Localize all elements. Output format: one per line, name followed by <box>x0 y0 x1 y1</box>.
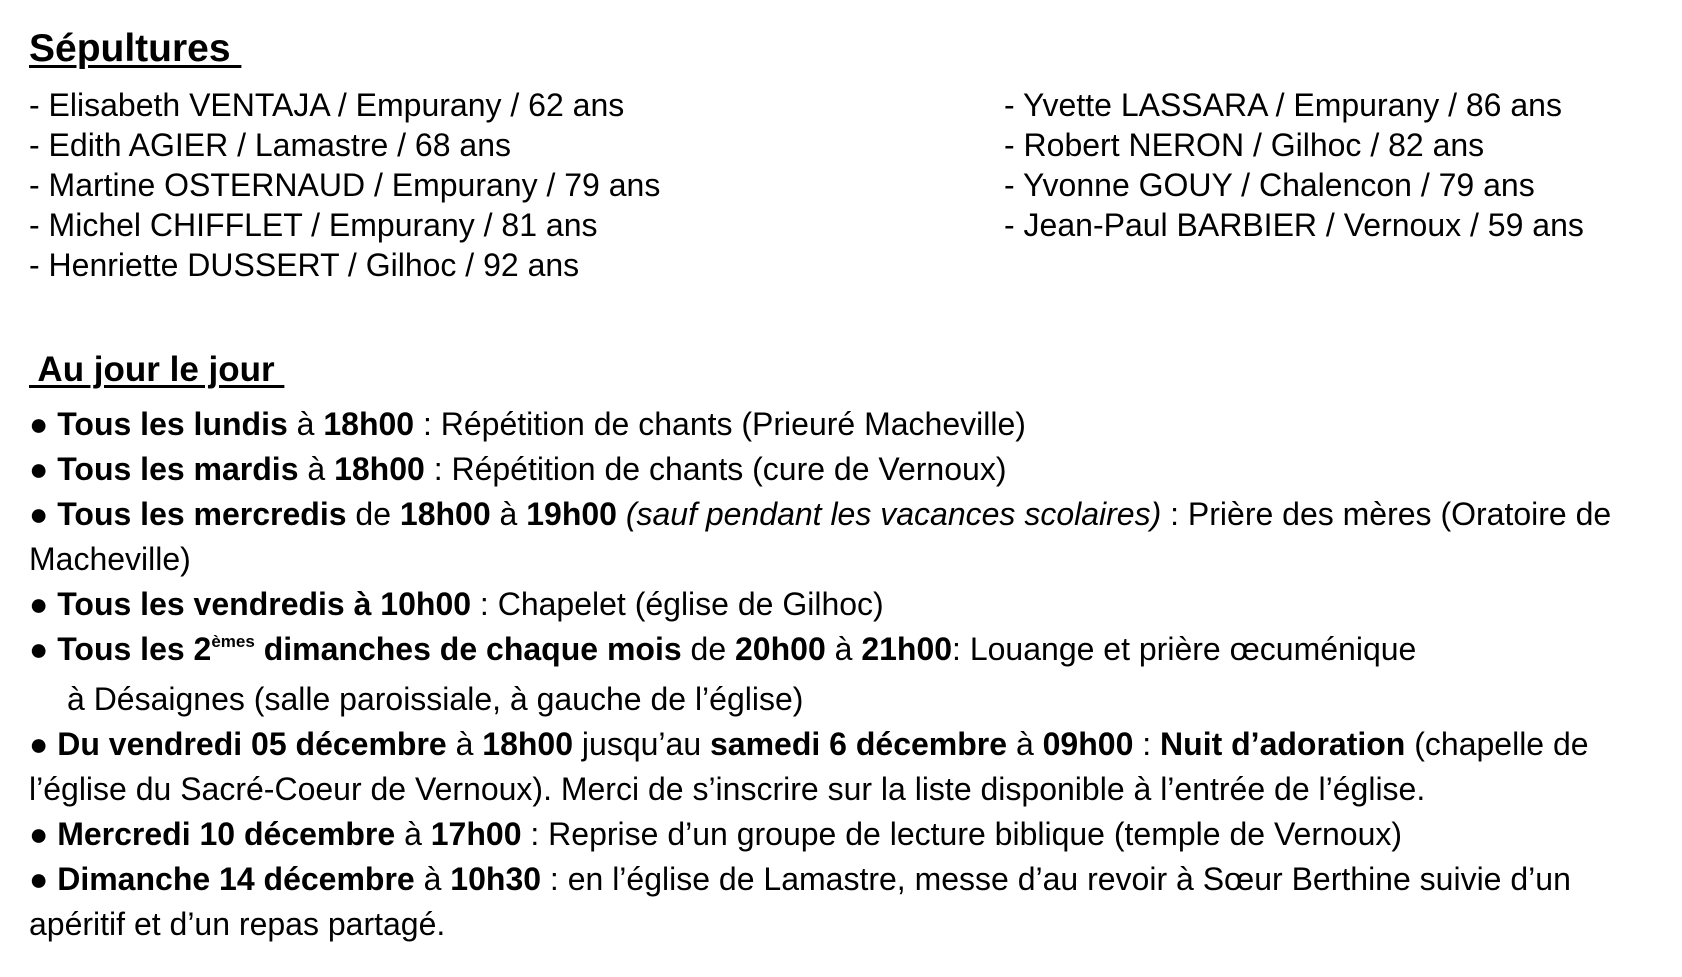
agenda-list <box>29 402 1669 947</box>
agenda-item-lundis <box>29 402 1669 447</box>
agenda-item-adoration <box>29 722 1669 812</box>
bullet-icon: ● <box>29 861 58 897</box>
bullet-icon: ● <box>29 631 58 667</box>
agenda-desc: : en l’église de Lamastre, messe d’au revoir à Sœur Berthine suivie d’un apéritif et d’un repas partagé. <box>29 861 1571 942</box>
agenda-time-start: 20h00 <box>735 631 826 667</box>
agenda-desc: : Reprise d’un groupe de lecture biblique (temple de Vernoux) <box>521 816 1403 852</box>
agenda-when: Dimanche 14 décembre <box>57 861 415 897</box>
agenda-connector: : <box>1133 726 1161 762</box>
agenda-desc: : Prière des mères (Oratoire de Macheville) <box>29 496 1612 577</box>
list-item: - Edith AGIER / Lamastre / 68 ans <box>29 127 511 163</box>
agenda-connector: à <box>825 631 862 667</box>
agenda-item-mardis <box>29 447 1669 492</box>
agenda-item-vendredis <box>29 582 1669 627</box>
list-item: - Yvette LASSARA / Empurany / 86 ans <box>1004 87 1562 123</box>
agenda-when: Mercredi 10 décembre <box>57 816 396 852</box>
agenda-connector: à <box>446 726 483 762</box>
ordinal-suffix: èmes <box>211 632 255 651</box>
agenda-connector: de <box>681 631 735 667</box>
list-item: - Jean-Paul BARBIER / Vernoux / 59 ans <box>1004 207 1584 243</box>
agenda-to: samedi 6 décembre <box>710 726 1008 762</box>
agenda-item-messe <box>29 857 1669 947</box>
agenda-connector: à <box>414 861 451 897</box>
agenda-time: 10h30 <box>450 861 542 897</box>
agenda-connector: à <box>1007 726 1043 762</box>
agenda-when: Tous les lundis <box>57 406 288 442</box>
agenda-connector: de <box>346 496 400 532</box>
agenda-item-mercredis <box>29 492 1669 582</box>
bullet-icon: ● <box>29 816 58 852</box>
bullet-icon: ● <box>29 726 58 762</box>
agenda-connector: jusqu’au <box>573 726 710 762</box>
agenda-desc: : Répétition de chants (cure de Vernoux) <box>424 451 1007 487</box>
burials-list-right <box>1004 85 1584 245</box>
agenda-desc: : Répétition de chants (Prieuré Macheville) <box>414 406 1026 442</box>
agenda-time-start: 18h00 <box>399 496 491 532</box>
agenda-desc: : Chapelet (église de Gilhoc) <box>471 586 884 622</box>
agenda-time-end: 21h00 <box>861 631 953 667</box>
list-item: - Yvonne GOUY / Chalencon / 79 ans <box>1004 167 1535 203</box>
agenda-time-end: 19h00 <box>526 496 617 532</box>
agenda-when: Tous les mercredis <box>57 496 347 532</box>
agenda-when: Tous les vendredis à 10h00 <box>57 586 472 622</box>
bullet-icon: ● <box>29 406 58 442</box>
agenda-desc-line2: à Désaignes (salle paroissiale, à gauche de l’église) <box>67 681 804 717</box>
agenda-time: 18h00 <box>323 406 415 442</box>
agenda-event: Nuit d’adoration <box>1160 726 1406 762</box>
bullet-icon: ● <box>29 496 58 532</box>
agenda-item-lecture <box>29 812 1669 857</box>
agenda-desc: (chapelle de l’église du Sacré-Coeur de Vernoux). Merci de s’inscrire sur la liste disponible à l’entrée de l’église. <box>29 726 1589 807</box>
agenda-note: (sauf pendant les vacances scolaires) <box>616 496 1162 532</box>
list-item: - Martine OSTERNAUD / Empurany / 79 ans <box>29 167 661 203</box>
burials-list-left <box>29 85 660 285</box>
agenda-time-end: 09h00 <box>1042 726 1134 762</box>
agenda-connector: à <box>287 406 324 442</box>
agenda-connector: à <box>490 496 527 532</box>
list-item: - Michel CHIFFLET / Empurany / 81 ans <box>29 207 598 243</box>
bullet-icon: ● <box>29 586 58 622</box>
list-item: - Elisabeth VENTAJA / Empurany / 62 ans <box>29 87 625 123</box>
sepultures-heading: Sépultures <box>29 27 242 70</box>
agenda-time: 17h00 <box>430 816 522 852</box>
agenda-item-dimanches <box>29 627 1669 722</box>
agenda-connector: à <box>395 816 431 852</box>
agenda-desc: : Louange et prière œcuménique <box>952 631 1417 667</box>
agenda-time: 18h00 <box>334 451 425 487</box>
bullet-icon: ● <box>29 451 58 487</box>
agenda-time-start: 18h00 <box>482 726 574 762</box>
agenda-connector: à <box>298 451 335 487</box>
agenda-when: Tous les mardis <box>57 451 299 487</box>
agenda-from: Du vendredi 05 décembre <box>57 726 447 762</box>
list-item: - Robert NERON / Gilhoc / 82 ans <box>1004 127 1485 163</box>
list-item: - Henriette DUSSERT / Gilhoc / 92 ans <box>29 247 580 283</box>
agenda-when: Tous les 2 <box>57 631 212 667</box>
agenda-heading: Au jour le jour <box>29 350 285 389</box>
agenda-when-rest: dimanches de chaque mois <box>254 631 682 667</box>
